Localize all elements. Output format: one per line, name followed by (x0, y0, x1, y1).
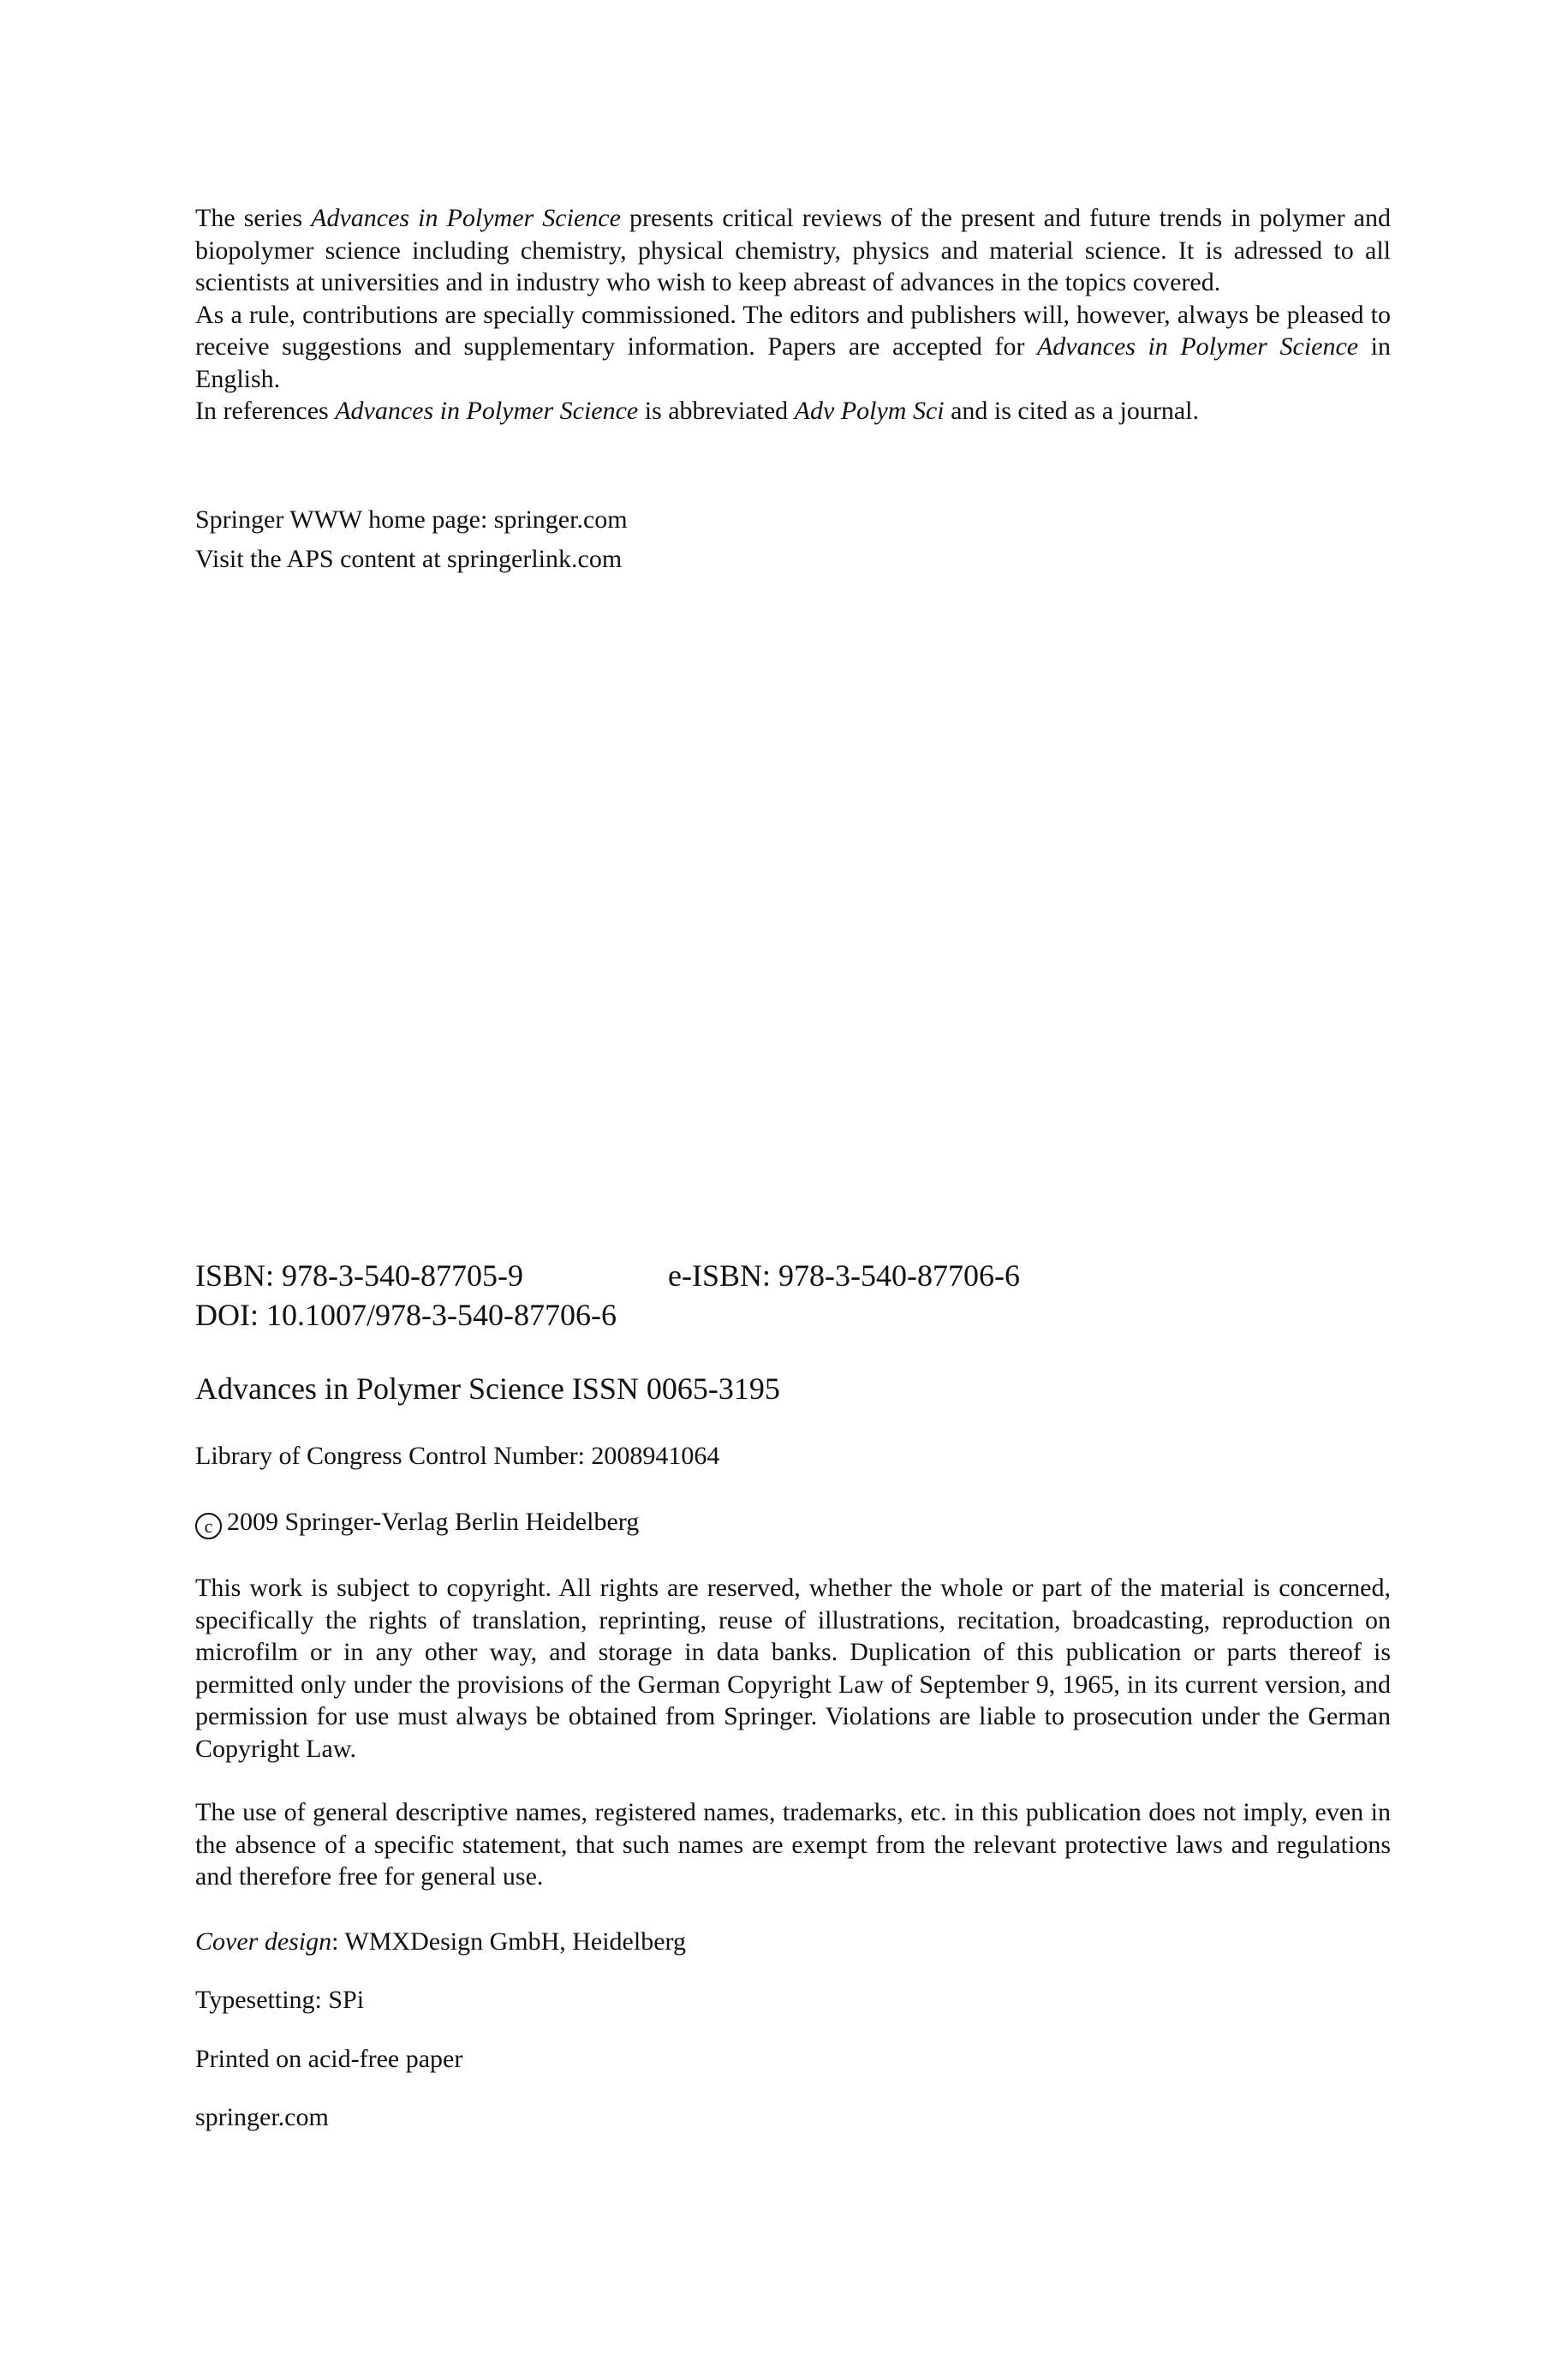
site-block (195, 2101, 1391, 2134)
intro-paragraph-3: In references Advances in Polymer Science is abbreviated Adv Polym Sci and is cited as a journal. (195, 397, 1200, 425)
intro-paragraph-1: The series Advances in Polymer Science presents critical reviews of the present and future trends in polymer and biopolymer science including chemistry, physical chemistry, physics and material science. It is adressed to all scientists at universities and in industry who wish to keep abreast of advances in the topics covered. (195, 204, 1391, 296)
cover-design-label: Cover design (195, 1927, 332, 1956)
typesetting: Typesetting: SPi (195, 1986, 365, 2014)
isbn: ISBN: 978-3-540-87705-9 (195, 1258, 523, 1293)
intro-paragraph-2: As a rule, contributions are specially commissioned. The editors and publishers will, however, always be pleased to receive suggestions and supplementary information. Papers are accepted for Advances in Polymer Science in English. (195, 300, 1391, 393)
series-issn: Advances in Polymer Science ISSN 0065-3195 (195, 1371, 780, 1406)
copyright-line (195, 1506, 1391, 1539)
paper-block (195, 2043, 1391, 2076)
copyright-text: 2009 Springer-Verlag Berlin Heidelberg (227, 1508, 640, 1536)
identifiers (195, 1256, 1391, 1335)
e-isbn: e-ISBN: 978-3-540-87706-6 (668, 1258, 1020, 1293)
lccn-block (195, 1440, 1391, 1473)
cover-design-value: : WMXDesign GmbH, Heidelberg (331, 1927, 686, 1956)
isbn-row (195, 1256, 1391, 1295)
doi: DOI: 10.1007/978-3-540-87706-6 (195, 1298, 617, 1332)
typesetting-block (195, 1984, 1391, 2017)
aps-content-link[interactable]: Visit the APS content at springerlink.com (195, 544, 623, 573)
series-issn-block (195, 1369, 1391, 1408)
names-block (195, 1796, 1391, 1893)
homepage-link[interactable]: Springer WWW home page: springer.com (195, 505, 628, 534)
cover-design-block (195, 1926, 1391, 1958)
lccn: Library of Congress Control Number: 2008941064 (195, 1442, 720, 1470)
paper-note: Printed on acid-free paper (195, 2045, 463, 2073)
web-links (195, 504, 1391, 575)
series-description (195, 202, 1391, 427)
copyright-icon: c (195, 1513, 222, 1539)
rights-paragraph: This work is subject to copyright. All rights are reserved, whether the whole or part of the material is concerned, specifically the rights of translation, reprinting, reuse of illustrations, recitation, broadcasting, reproduction on microfilm or in any other way, and storage in data banks. Duplication of this publication or parts thereof is permitted only under the provisions of the German Copyright Law of September 9, 1965, in its current version, and permission for use must always be obtained from Springer. Violations are liable to prosecution under the German Copyright Law. (195, 1574, 1391, 1763)
rights-block (195, 1572, 1391, 1765)
names-paragraph: The use of general descriptive names, registered names, trademarks, etc. in this publication does not imply, even in the absence of a specific statement, that such names are exempt from the relevant protective laws and regulations and therefore free for general use. (195, 1798, 1391, 1891)
springer-site[interactable]: springer.com (195, 2103, 329, 2131)
